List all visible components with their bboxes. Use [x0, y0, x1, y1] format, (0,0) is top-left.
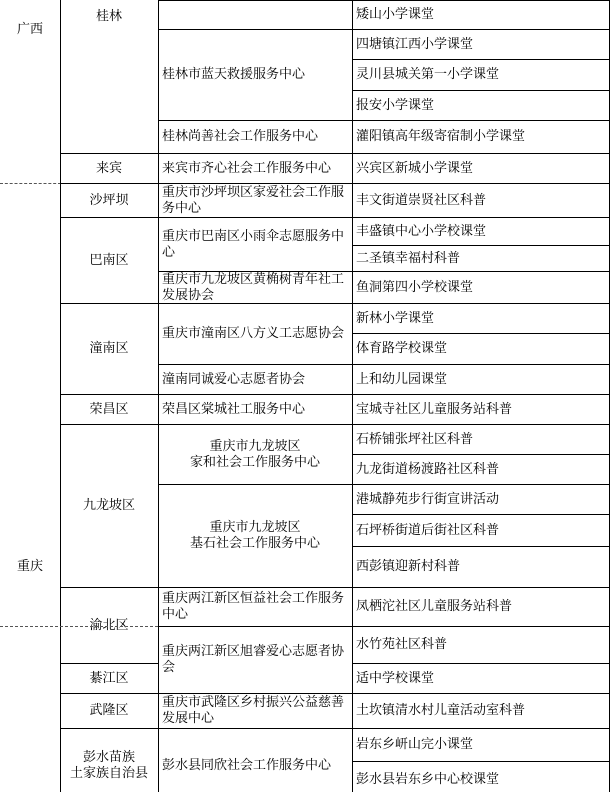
activity-cell[interactable]: 报安小学课堂: [352, 91, 610, 121]
organization-cell[interactable]: 彭水县同欣社会工作服务中心: [158, 729, 353, 792]
city-cell[interactable]: 渝北区: [60, 588, 159, 664]
organization-cell[interactable]: 荣昌区棠城社工服务中心: [158, 395, 353, 425]
organization-cell[interactable]: 重庆市潼南区八方义工志愿协会: [158, 304, 353, 365]
activity-cell[interactable]: 九龙街道杨渡路社区科普: [352, 455, 610, 485]
province-cell[interactable]: 广西: [0, 0, 61, 184]
activity-cell[interactable]: 灌阳镇高年级寄宿制小学课堂: [352, 121, 610, 154]
city-cell[interactable]: 桂林: [60, 0, 159, 154]
activity-cell[interactable]: 石坪桥街道后街社区科普: [352, 515, 610, 547]
activity-cell[interactable]: 土坎镇清水村儿童活动室科普: [352, 694, 610, 729]
activity-cell[interactable]: 新林小学课堂: [352, 304, 610, 334]
organization-cell[interactable]: 潼南同诚爱心志愿者协会: [158, 365, 353, 395]
city-cell[interactable]: 武隆区: [60, 694, 159, 729]
organization-cell[interactable]: 重庆市九龙坡区 基石社会工作服务中心: [158, 485, 353, 588]
city-cell[interactable]: 来宾: [60, 154, 159, 184]
activity-cell[interactable]: 上和幼儿园课堂: [352, 365, 610, 395]
organization-cell[interactable]: 桂林尚善社会工作服务中心: [158, 121, 353, 154]
city-cell[interactable]: 九龙坡区: [60, 425, 159, 588]
activity-cell[interactable]: 矮山小学课堂: [352, 0, 610, 30]
activity-cell[interactable]: 西彭镇迎新村科普: [352, 547, 610, 588]
activity-cell[interactable]: 鱼洞第四小学校课堂: [352, 272, 610, 304]
city-cell[interactable]: 潼南区: [60, 304, 159, 395]
activity-cell[interactable]: 石桥铺张坪社区科普: [352, 425, 610, 455]
activity-cell[interactable]: 四塘镇江西小学课堂: [352, 30, 610, 60]
organization-cell[interactable]: 重庆市巴南区小雨伞志愿服务中心: [158, 218, 353, 272]
organization-cell[interactable]: 重庆两江新区旭睿爱心志愿者协会: [158, 627, 353, 694]
organization-cell[interactable]: 重庆市九龙坡区 家和社会工作服务中心: [158, 425, 353, 485]
organization-cell[interactable]: 重庆市沙坪坝区家爱社会工作服务中心: [158, 184, 353, 218]
organization-cell[interactable]: 重庆两江新区恒益社会工作服务中心: [158, 588, 353, 627]
activity-cell[interactable]: 港城静苑步行街宣讲活动: [352, 485, 610, 515]
page-break-line: [0, 626, 158, 627]
activity-cell[interactable]: 丰盛镇中心小学校课堂: [352, 218, 610, 246]
organization-cell[interactable]: 来宾市齐心社会工作服务中心: [158, 154, 353, 184]
organization-cell[interactable]: 桂林市蓝天救援服务中心: [158, 30, 353, 121]
activity-cell[interactable]: 水竹苑社区科普: [352, 627, 610, 664]
city-cell[interactable]: 綦江区: [60, 664, 159, 694]
activity-cell[interactable]: 彭水县岩东乡中心校课堂: [352, 762, 610, 792]
activity-cell[interactable]: 丰文街道崇贤社区科普: [352, 184, 610, 218]
organization-cell[interactable]: 重庆市武隆区乡村振兴公益慈善发展中心: [158, 694, 353, 729]
activity-cell[interactable]: 灵川县城关第一小学课堂: [352, 60, 610, 91]
activity-cell[interactable]: 体育路学校课堂: [352, 334, 610, 365]
organization-cell[interactable]: 重庆市九龙坡区黄桷树青年社工发展协会: [158, 272, 353, 304]
activity-cell[interactable]: 凤栖沱社区儿童服务站科普: [352, 588, 610, 627]
activity-cell[interactable]: 兴宾区新城小学课堂: [352, 154, 610, 184]
activity-cell[interactable]: 岩东乡岍山完小课堂: [352, 729, 610, 762]
organization-cell-empty[interactable]: [158, 0, 353, 30]
activity-cell[interactable]: 适中学校课堂: [352, 664, 610, 694]
city-cell[interactable]: 荣昌区: [60, 395, 159, 425]
city-cell[interactable]: 沙坪坝: [60, 184, 159, 218]
activity-cell[interactable]: 二圣镇幸福村科普: [352, 246, 610, 272]
city-cell[interactable]: 彭水苗族 土家族自治县: [60, 729, 159, 792]
city-cell[interactable]: 巴南区: [60, 218, 159, 304]
province-cell[interactable]: 重庆: [0, 184, 61, 792]
activity-cell[interactable]: 宝城寺社区儿童服务站科普: [352, 395, 610, 425]
